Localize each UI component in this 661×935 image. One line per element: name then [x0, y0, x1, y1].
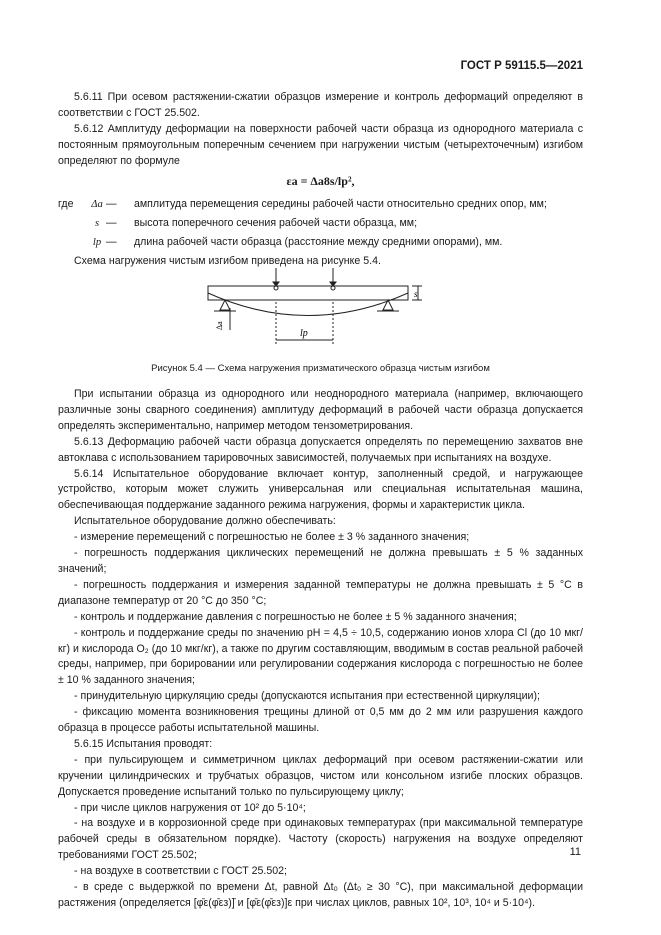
label-delta: Δa: [215, 321, 224, 330]
section-5-6-13-15: [58, 387, 583, 912]
formula: εa = Δa8s/lp²,: [286, 173, 355, 188]
equipment-intro: Испытательное оборудование должно обеспечивать:: [74, 515, 336, 528]
page-number: 11: [569, 846, 581, 858]
legend-prefix: где: [58, 198, 74, 211]
equipment-item: - принудительную циркуляцию среды (допускаются испытания при естественной циркуляции);: [74, 690, 540, 703]
paragraph-5-6-12: 5.6.12 Амплитуду деформации на поверхности рабочей части образца из однородного материала с постоянным прямоугольным поперечным сечением при нагружении чистым (четырехточечным) изгибом определяют по формуле: [58, 122, 583, 167]
label-s: s: [414, 289, 418, 299]
legend-symbol: Δa: [91, 199, 103, 211]
formula-legend: [58, 195, 583, 252]
bending-scheme-figure: [200, 268, 440, 358]
legend-symbol: s: [94, 218, 100, 230]
legend-prefix: [58, 214, 88, 233]
paragraph-5-6-13: 5.6.13 Деформацию рабочей части образца допускается определять по перемещению захватов вне автоклава с использованием тарировочных зависимостей, получаемых при испытаниях на воздухе.: [58, 435, 583, 464]
legend-prefix: [58, 233, 88, 252]
label-lp: lp: [300, 328, 308, 339]
scheme-reference: Схема нагружения чистым изгибом приведена на рисунке 5.4.: [74, 255, 381, 268]
legend-dash: —: [106, 217, 117, 230]
legend-dash: —: [106, 236, 117, 249]
tests-item: - в среде с выдержкой по времени Δt, равной Δt₀ (Δt₀ ≥ 30 °С), при максимальной деформации растяжения (определяется [φ̄ε(φ̄εз)]̄ и [φ̄ε(φ̄εз)]ε при числах циклов, равных 10², 10³, 10⁴ и 5·10⁴).: [58, 881, 583, 909]
document-header: ГОСТ Р 59115.5—2021: [460, 60, 583, 72]
legend-text: амплитуда перемещения середины рабочей части относительно средних опор, мм;: [134, 198, 547, 211]
figure-caption: Рисунок 5.4 — Схема нагружения призматического образца чистым изгибом: [151, 363, 490, 374]
section-5-6-11-12: [58, 90, 583, 270]
equipment-item: - погрешность поддержания и измерения заданной температуры не должна превышать ± 5 °С в диапазоне температур от 20 °С до 350 °С;: [58, 578, 583, 607]
tests-item: - на воздухе и в коррозионной среде при одинаковых температурах (при максимальной температуре рабочей среды в обязательном порядке). Частоту (скорость) нагружения на воздухе определяют требованиями ГОСТ 25.502;: [58, 817, 583, 862]
arrow-head-left: [273, 282, 279, 286]
arrow-head-right: [330, 282, 336, 286]
tests-item: - при пульсирующем и симметричном циклах деформаций при осевом растяжении-сжатии или кручении цилиндрических и трубчатых образцов, чистом или консольном изгибе плоских образцов. Допускается проведение испытаний только по пульсирующему циклу;: [58, 753, 583, 798]
tests-item: - на воздухе в соответствии с ГОСТ 25.502;: [74, 865, 287, 878]
equipment-item: - фиксацию момента возникновения трещины длиной от 0,5 мм до 2 мм или разрушения каждого образца в процессе работы испытательной машины.: [58, 706, 583, 735]
legend-symbol: lp: [92, 237, 102, 249]
legend-text: высота поперечного сечения рабочей части образца, мм;: [134, 217, 418, 230]
tests-item: - при числе циклов нагружения от 10² до 5·10⁴;: [74, 801, 306, 814]
paragraph-experimental: При испытании образца из однородного или неоднородного материала (например, включающего различные зоны сварного соединения) амплитуду деформаций в рабочей части образца допускается определять экспериментально, например методом тензометрирования.: [58, 388, 583, 432]
legend-text: длина рабочей части образца (расстояние между средними опорами), мм.: [134, 236, 503, 249]
equipment-item: - контроль и поддержание среды по значению рН = 4,5 ÷ 10,5, содержанию ионов хлора Cl (до 10 мкг/кг) и кислорода O₂ (до 10 мкг/кг), а также по другим составляющим, вводимым в состав реальной рабочей среды, например, при борировании или регулировании содержания кислорода с погрешностью не более ± 10 % заданного значения;: [58, 626, 583, 687]
paragraph-5-6-11: 5.6.11 При осевом растяжении-сжатии образцов измерение и контроль деформаций определяют в соответствии с ГОСТ 25.502.: [58, 91, 583, 119]
equipment-item: - измерение перемещений с погрешностью не более ± 3 % заданного значения;: [74, 531, 470, 544]
paragraph-5-6-14: 5.6.14 Испытательное оборудование включает контур, заполненный средой, и нагружающее устройство, которым может служить универсальная или специальная испытательная машина, обеспечивающая поддержание заданного режима нагружения, формы и характеристик цикла.: [58, 467, 583, 512]
deflection-curve: [208, 293, 408, 316]
equipment-item: - контроль и поддержание давления с погрешностью не более ± 5 % заданного значения;: [74, 610, 517, 623]
specimen-beam: [208, 286, 408, 300]
tests-intro: 5.6.15 Испытания проводят:: [74, 737, 213, 750]
legend-dash: —: [106, 198, 117, 211]
equipment-item: - погрешность поддержания циклических перемещений не должна превышать ± 5 % заданных значений;: [58, 547, 583, 575]
